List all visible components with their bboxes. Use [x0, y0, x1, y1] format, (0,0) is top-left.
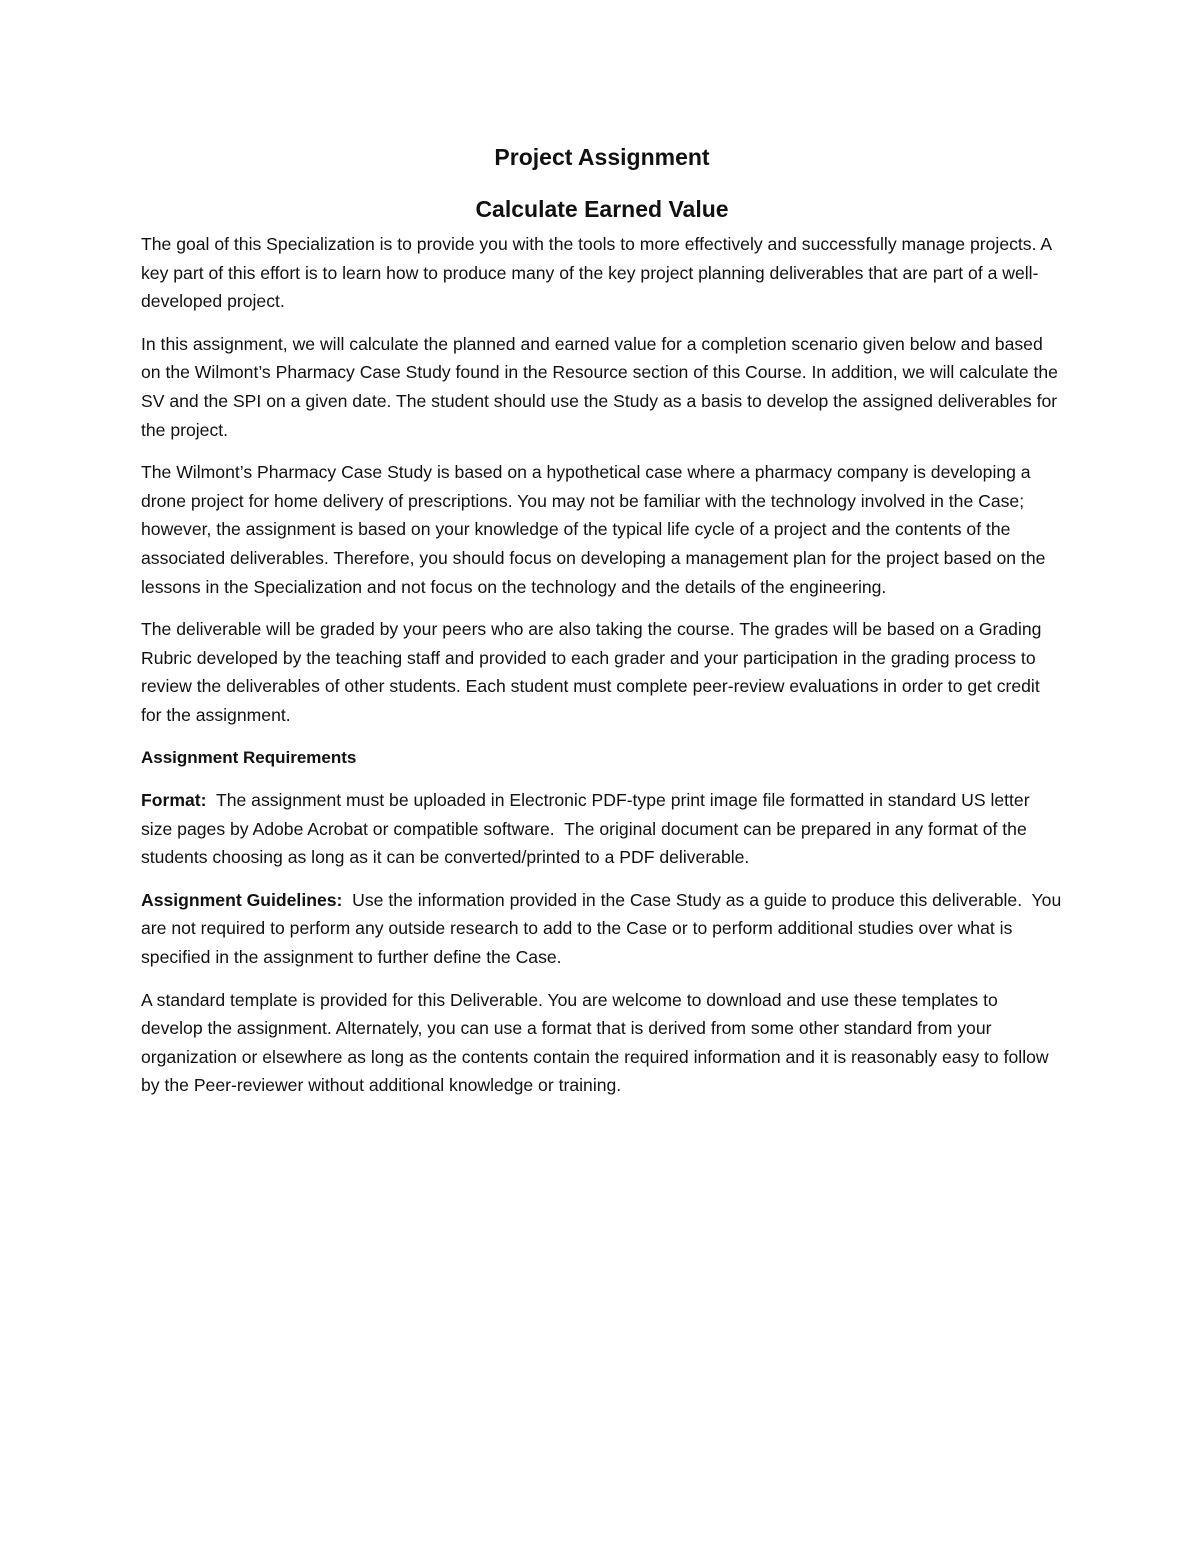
- assignment-paragraph: In this assignment, we will calculate the planned and earned value for a completion scenario given below and based on the Wilmont’s Pharmacy Case Study found in the Resource section of this Course. In addition, we will calculate the SV and the SPI on a given date. The student should use the Study as a basis to develop the assigned deliverables for the project.: [141, 333, 1058, 440]
- format-label: Format:: [141, 790, 207, 811]
- document-body: [141, 140, 1067, 1114]
- case-study-paragraph: The Wilmont’s Pharmacy Case Study is based on a hypothetical case where a pharmacy company is developing a drone project for home delivery of prescriptions. You may not be familiar with the technology involved in the Case; however, the assignment is based on your knowledge of the typical life cycle of a project and the contents of the associated deliverables. Therefore, you should focus on developing a management plan for the project based on the lessons in the Specialization and not focus on the technology and the details of the engineering.: [141, 462, 1046, 597]
- grading-paragraph: The deliverable will be graded by your peers who are also taking the course. The grades will be based on a Grading Rubric developed by the teaching staff and provided to each grader and your participation in the grading process to review the deliverables of other students. Each student must complete peer-review evaluations in order to get credit for the assignment.: [141, 619, 1042, 725]
- document-subtitle: Calculate Earned Value: [475, 196, 729, 222]
- template-paragraph: A standard template is provided for this Deliverable. You are welcome to download and use these templates to develop the assignment. Alternately, you can use a format that is derived from some other standard from your organization or elsewhere as long as the contents contain the required information and it is reasonably easy to follow by the Peer-reviewer without additional knowledge or training.: [141, 989, 1049, 1096]
- guidelines-paragraph: [141, 886, 1067, 972]
- intro-paragraph: The goal of this Specialization is to provide you with the tools to more effectively and successfully manage projects. A key part of this effort is to learn how to produce many of the key project planning deliverables that are part of a well-developed project.: [141, 234, 1052, 312]
- guidelines-label: Assignment Guidelines:: [141, 889, 343, 910]
- requirements-heading: Assignment Requirements: [141, 747, 357, 767]
- format-text: The assignment must be uploaded in Electronic PDF-type print image file formatted in standard US letter size pages by Adobe Acrobat or compatible software. The original document can be prepared in any format of the students choosing as long as it can be converted/printed to a PDF deliverable.: [141, 790, 1035, 868]
- document-title: Project Assignment: [494, 144, 710, 170]
- format-paragraph: [141, 786, 1063, 872]
- guidelines-text: Use the information provided in the Case Study as a guide to produce this deliverable. You are not required to perform any outside research to add to the Case or to perform additional studies over what is specified in the assignment to further define the Case.: [141, 889, 1067, 968]
